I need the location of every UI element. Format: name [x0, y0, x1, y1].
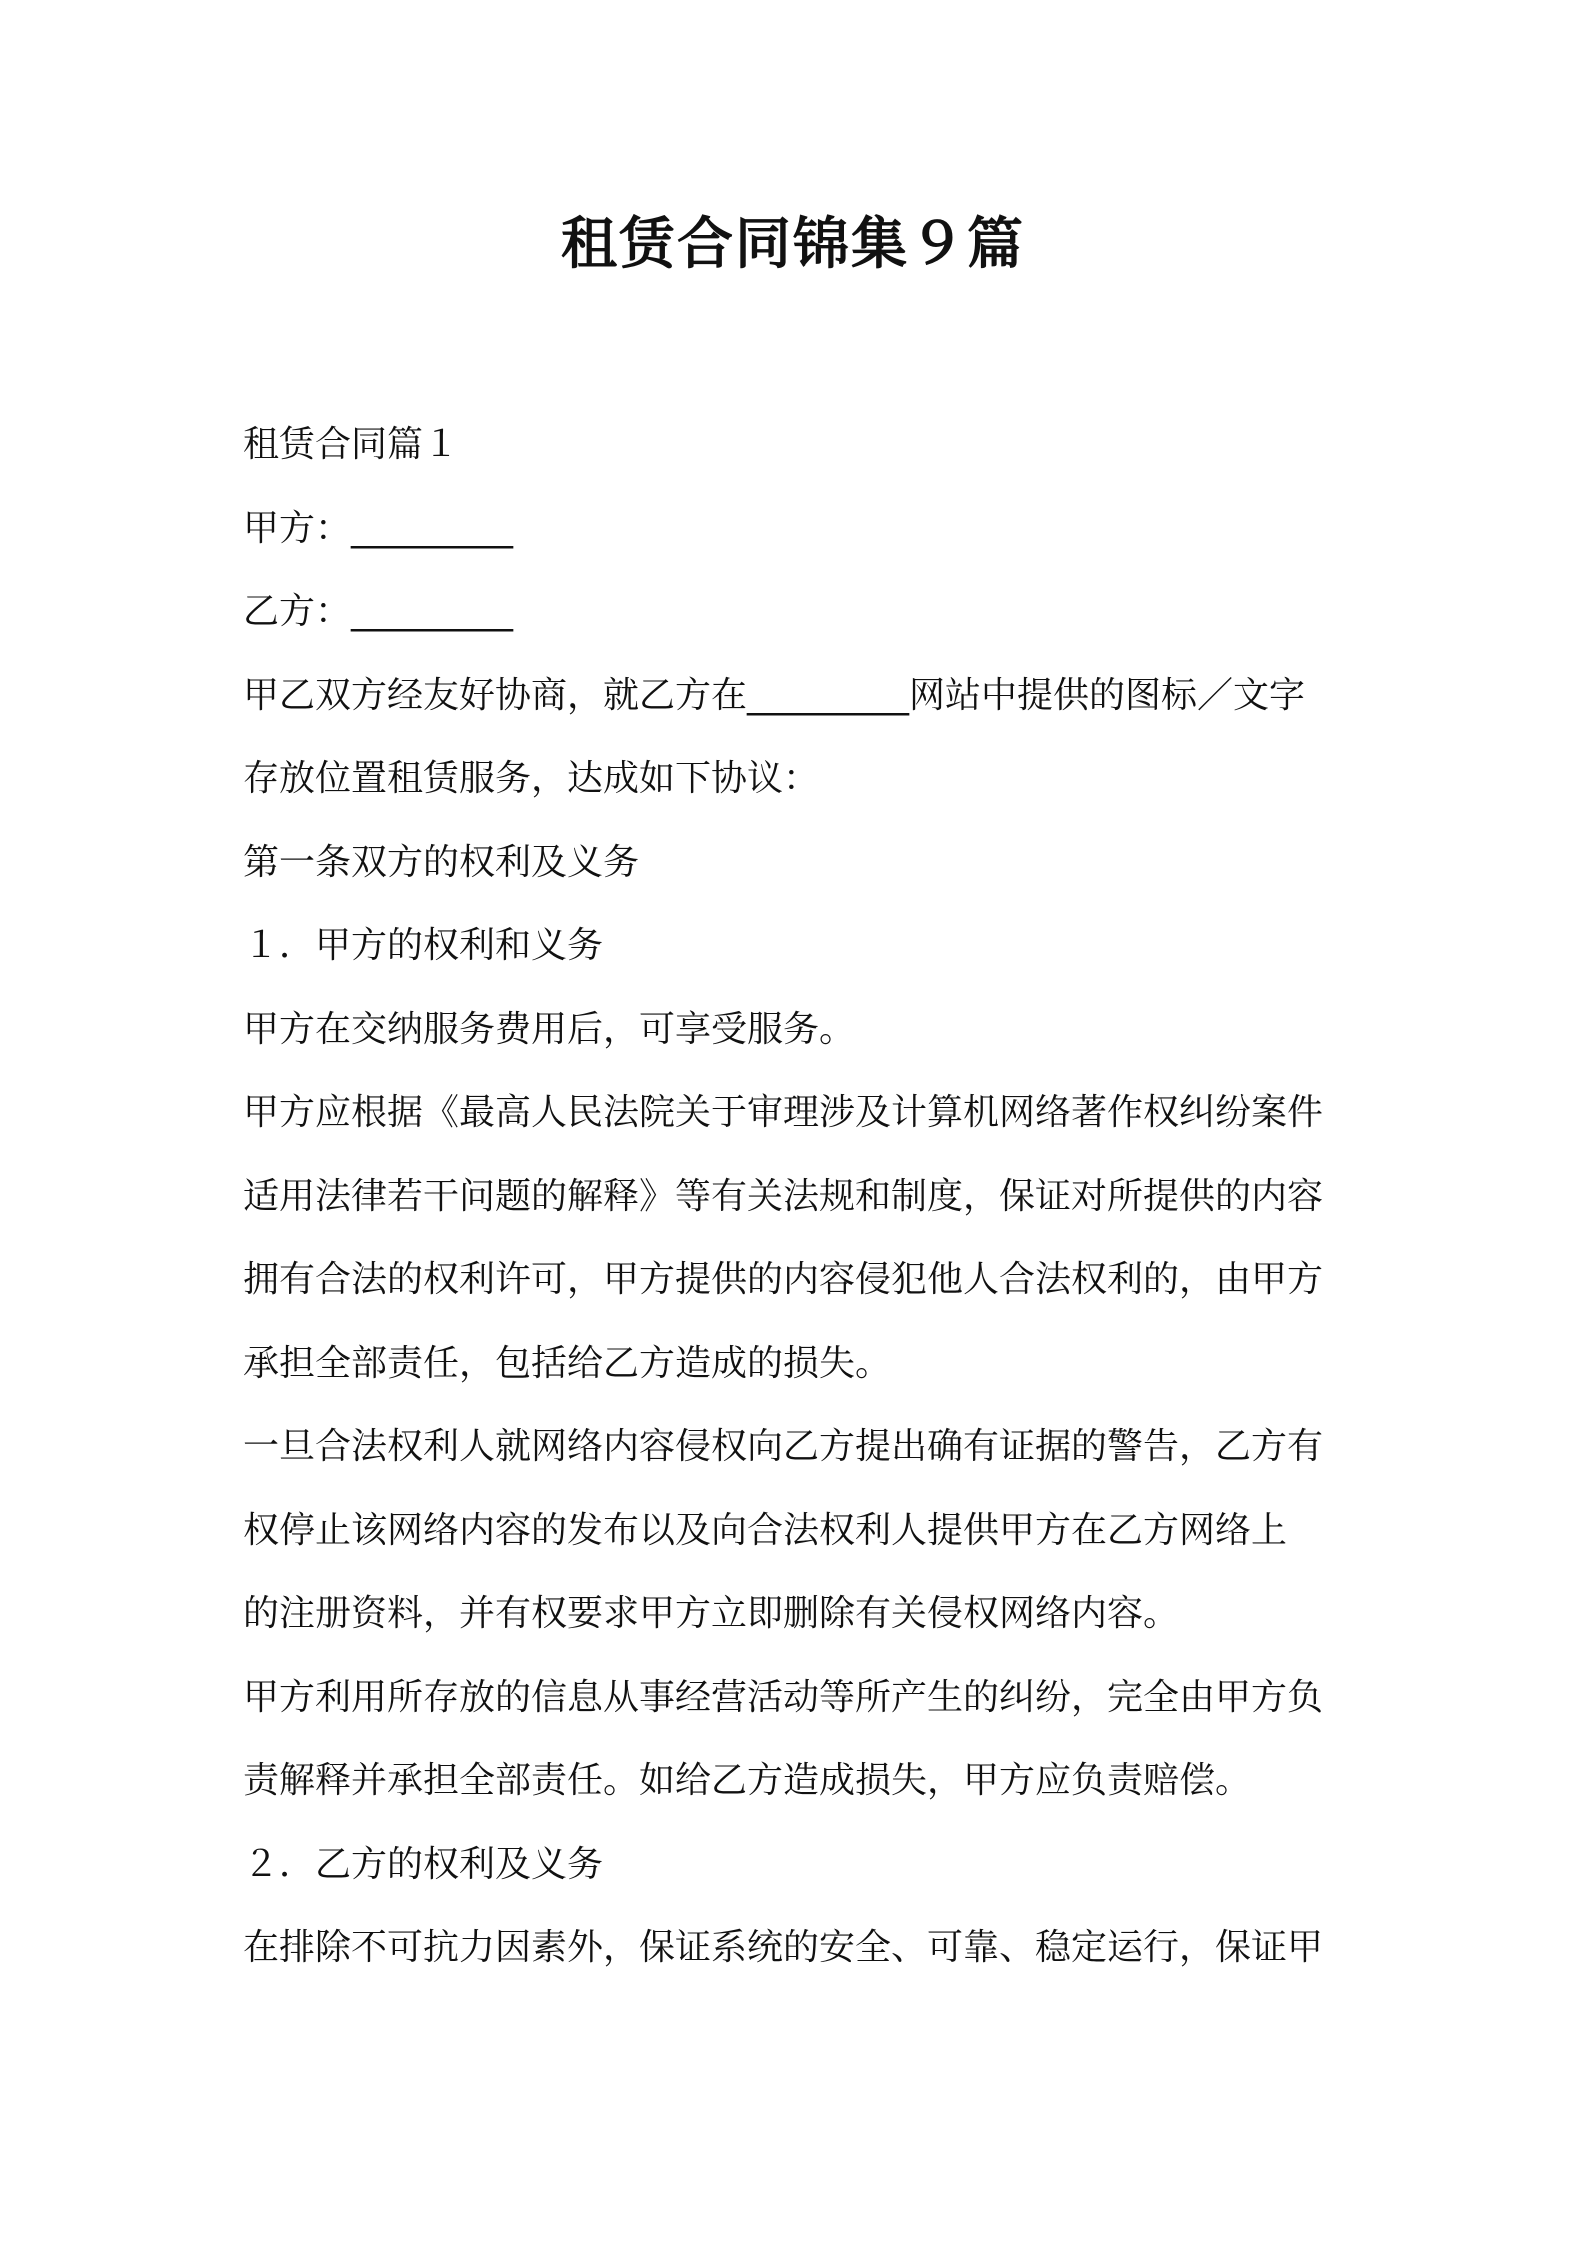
document-title: 租赁合同锦集９篇	[561, 212, 1025, 277]
clause-heading: １．甲方的权利和义务	[243, 925, 604, 966]
party-a-line: 甲方：_________	[243, 507, 514, 549]
paragraph-line: 甲方应根据《最高人民法院关于审理涉及计算机网络著作权纠纷案件	[243, 1092, 1324, 1133]
paragraph-line: 承担全部责任，包括给乙方造成的损失。	[243, 1342, 892, 1384]
paragraph-line: 适用法律若干问题的解释》等有关法规和制度，保证对所提供的内容	[243, 1175, 1324, 1217]
paragraph-line: 一旦合法权利人就网络内容侵权向乙方提出确有证据的警告，乙方有	[243, 1426, 1324, 1467]
paragraph-line: 权停止该网络内容的发布以及向合法权利人提供甲方在乙方网络上	[243, 1509, 1288, 1551]
paragraph-line: 存放位置租赁服务，达成如下协议：	[243, 758, 820, 799]
paragraph-line: 拥有合法的权利许可，甲方提供的内容侵犯他人合法权利的，由甲方	[243, 1259, 1324, 1300]
paragraph-line: 在排除不可抗力因素外，保证系统的安全、可靠、稳定运行，保证甲	[243, 1927, 1324, 1968]
paragraph-line: 甲乙双方经友好协商，就乙方在_________网站中提供的图标／文字	[243, 674, 1306, 716]
section-heading: 租赁合同篇１	[243, 424, 460, 465]
article-heading: 第一条双方的权利及义务	[243, 841, 640, 883]
paragraph-line: 责解释并承担全部责任。如给乙方造成损失，甲方应负责赔偿。	[243, 1760, 1252, 1801]
party-b-line: 乙方：_________	[243, 591, 514, 632]
paragraph-line: 的注册资料，并有权要求甲方立即删除有关侵权网络内容。	[243, 1593, 1180, 1634]
paragraph-line: 甲方在交纳服务费用后，可享受服务。	[243, 1008, 856, 1050]
clause-heading: ２．乙方的权利及义务	[243, 1843, 604, 1885]
document-body	[243, 403, 1363, 1990]
paragraph-line: 甲方利用所存放的信息从事经营活动等所产生的纠纷，完全由甲方负	[243, 1676, 1324, 1718]
